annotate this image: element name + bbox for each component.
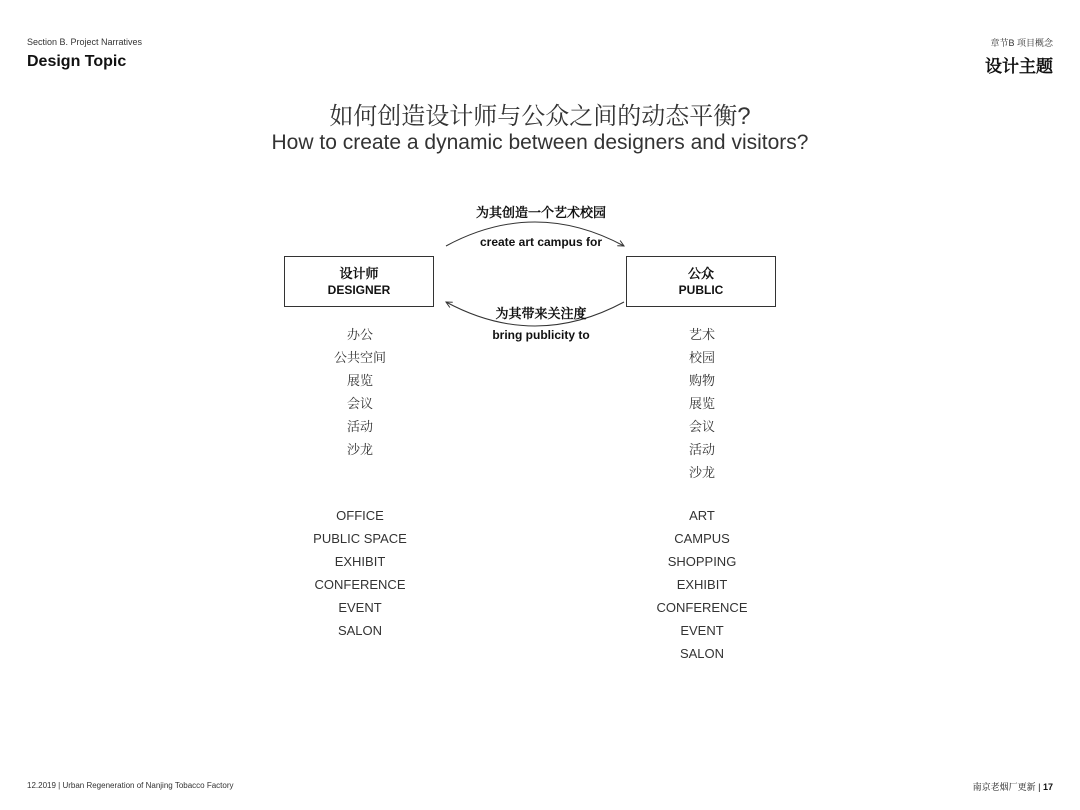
list-item: OFFICE [336, 508, 384, 523]
list-item: 校园 [688, 350, 715, 365]
list-item: 购物 [688, 373, 715, 388]
page-number: 17 [1042, 782, 1053, 792]
footer-right [973, 780, 1053, 793]
list-item: CONFERENCE [314, 577, 406, 592]
designer-activities-cn [280, 323, 440, 461]
list-item: 沙龙 [688, 465, 715, 480]
public-box-label-en: PUBLIC [678, 283, 724, 297]
question-en: How to create a dynamic between designers and visitors? [271, 131, 809, 154]
list-item: ART [689, 508, 715, 523]
list-item: EVENT [338, 600, 382, 615]
bottom-arrow-label-en: bring publicity to [492, 328, 590, 342]
list-item: 展览 [346, 373, 373, 388]
list-item: CAMPUS [674, 531, 730, 546]
section-label-cn: 章节B 项目概念 [990, 38, 1053, 48]
list-item: 活动 [346, 419, 373, 434]
list-item: EVENT [680, 623, 724, 638]
section-label: Section B. Project Narratives [27, 37, 143, 47]
designer-box [284, 256, 434, 307]
footer-separator: | [1038, 782, 1041, 792]
list-item: 办公 [346, 327, 373, 342]
bottom-arrow-label-cn: 为其带来关注度 [495, 306, 587, 321]
footer-left: 12.2019 | Urban Regeneration of Nanjing Tobacco Factory [27, 781, 234, 790]
top-arrow-label-en: create art campus for [479, 235, 603, 249]
list-item: EXHIBIT [334, 554, 386, 569]
list-item: SALON [337, 623, 383, 638]
list-item: 展览 [688, 396, 715, 411]
footer-project-name: 南京老烟厂更新 [972, 782, 1036, 792]
page-title: Design Topic [27, 53, 127, 70]
public-box-label-cn: 公众 [687, 266, 714, 281]
public-activities-cn [622, 323, 782, 484]
page-title-cn: 设计主题 [985, 57, 1053, 76]
list-item: CONFERENCE [656, 600, 748, 615]
list-item: SHOPPING [667, 554, 737, 569]
list-item: 活动 [688, 442, 715, 457]
public-activities-en [622, 504, 782, 665]
list-item: 会议 [688, 419, 715, 434]
list-item: 艺术 [688, 327, 715, 342]
list-item: 会议 [346, 396, 373, 411]
list-item: 公共空间 [333, 350, 386, 365]
designer-box-label-en: DESIGNER [327, 283, 391, 297]
list-item: EXHIBIT [676, 577, 728, 592]
designer-activities-en [280, 504, 440, 642]
public-box [626, 256, 776, 307]
question-cn: 如何创造设计师与公众之间的动态平衡? [329, 103, 751, 130]
top-arrow-label-cn: 为其创造一个艺术校园 [475, 205, 606, 220]
list-item: PUBLIC SPACE [313, 531, 407, 546]
list-item: SALON [679, 646, 725, 661]
designer-box-label-cn: 设计师 [339, 266, 379, 281]
list-item: 沙龙 [346, 442, 373, 457]
